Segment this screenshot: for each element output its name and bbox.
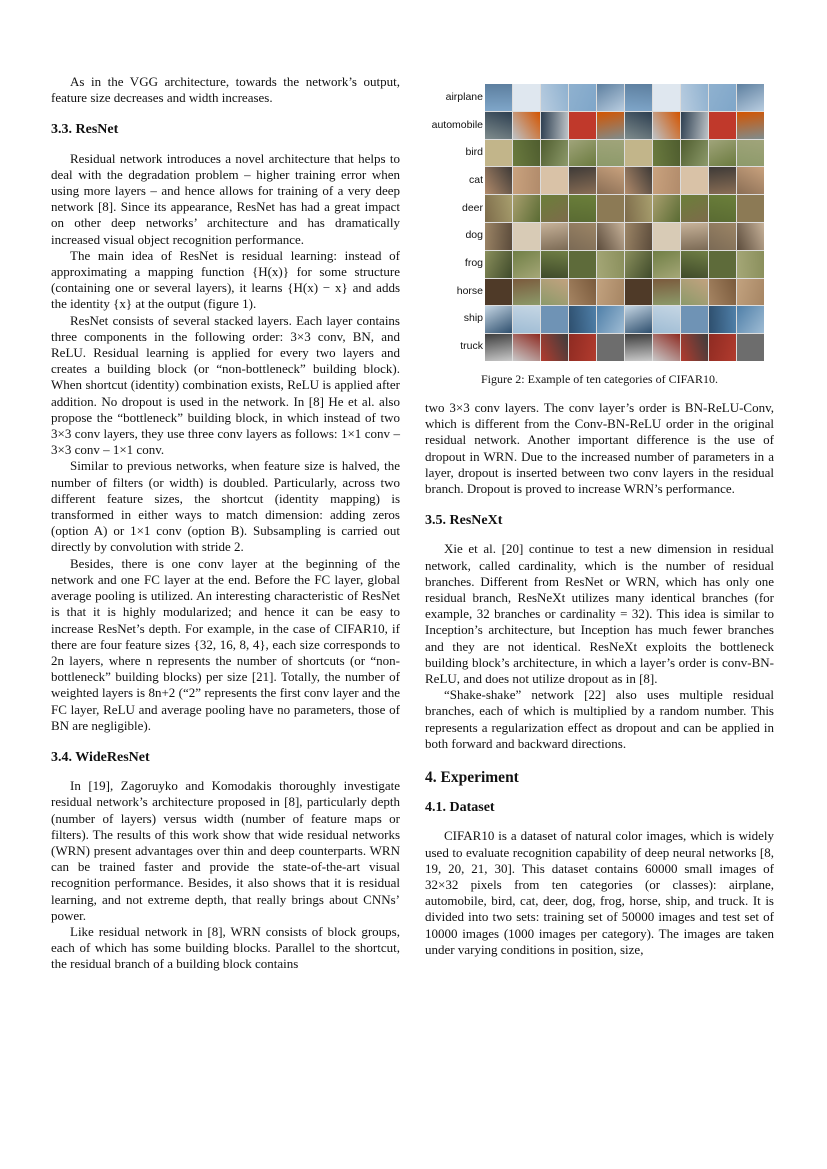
sample-image-tile xyxy=(653,306,680,333)
sample-image-tile xyxy=(541,112,568,139)
paragraph-resnet-5: Besides, there is one conv layer at the beginning of the network and one FC layer at the end. Before the FC layer, global average pooling is utilized. An interesting characteristic of ResNet is that it is highly modularized; and hence it can be easy to increase ResNet’s depth. For example, in the case of CIFAR10, if there are four feature sizes {32, 16, 8, 4}, each size corresponds to 2n layers, where n represents the number of shortcuts (or “non-bottleneck” building blocks) per size [21]. Totally, the number of weighted layers is 8n+2 (“2” represents the first conv layer and the FC layer, ReLU and average pooling have no parameters, those of BN are negligible). xyxy=(51,555,400,733)
figure-caption: Figure 2: Example of ten categories of CIFAR10. xyxy=(480,372,719,386)
sample-image-tile xyxy=(541,167,568,194)
paragraph-wrn-continued: two 3×3 conv layers. The conv layer’s order is BN-ReLU-Conv, which is different from the Conv-BN-ReLU order in the original residual network. Another important difference is the use of dropout in WRN. Due to the increased number of parameters in a layer, dropout is inserted between two conv layers in the residual branch. Dropout is proved to increase WRN’s performance. xyxy=(425,400,774,497)
paragraph-resnet-4: Similar to previous networks, when feature size is halved, the number of filters (or width) is doubled. Particularly, across two different feature sizes, the shortcut (identity mapping) is transformed in either ways to match dimension: adding zeros (option A) or 1×1 conv (option B). Subsampling is carried out directly by convolution with stride 2. xyxy=(51,458,400,555)
sample-image-tile xyxy=(653,140,680,167)
sample-image-tile xyxy=(513,112,540,139)
sample-image-tile xyxy=(709,251,736,278)
sample-image-tile xyxy=(681,306,708,333)
paragraph-dataset: CIFAR10 is a dataset of natural color images, which is widely used to evaluate recognition capability of deep neural networks [8, 19, 20, 21, 30]. This dataset contains 60000 small images of 32×32 pixels from ten categories (or classes): airplane, automobile, bird, cat, deer, dog, frog, horse, ship, and truck. It is divided into two sets: training set of 50000 images and test set of 10000 images (1000 images per category). The images are taken under varying conditions in position, size, xyxy=(425,828,774,957)
sample-image-tile xyxy=(513,223,540,250)
sample-image-tile xyxy=(625,279,652,306)
sample-image-tile xyxy=(681,112,708,139)
paragraph-resnet-3: ResNet consists of several stacked layers. Each layer contains three components in the following order: 3×3 conv, BN, and ReLU. Residual learning is applied for every two layers and creates a building block (or “non-bottleneck” building block). When shortcut (identity) combination exists, ReLU is applied after addition. No dropout is used in the network. In [8] He et al. also propose the “bottleneck” building block, in which instead of two 3×3 conv layers, they use three conv layers as follows: 1×1 conv – 3×3 conv – 1×1 conv. xyxy=(51,312,400,458)
sample-image-tile xyxy=(597,279,624,306)
sample-image-tile xyxy=(597,140,624,167)
sample-image-tile xyxy=(737,140,764,167)
sample-image-tile xyxy=(541,84,568,111)
sample-image-tile xyxy=(513,306,540,333)
paragraph-resnext-2: “Shake-shake” network [22] also uses multiple residual branches, each of which is multiplied by a random number. This represents a regularization effect as dropout and can be applied in both forward and backward directions. xyxy=(425,687,774,751)
category-label: bird xyxy=(465,146,483,159)
sample-image-tile xyxy=(681,167,708,194)
sample-image-tile xyxy=(653,167,680,194)
sample-image-tile xyxy=(597,306,624,333)
sample-image-tile xyxy=(709,223,736,250)
category-label: frog xyxy=(464,257,483,270)
sample-image-tile xyxy=(485,167,512,194)
category-label: truck xyxy=(460,340,483,353)
section-heading-dataset: 4.1. Dataset xyxy=(425,800,495,816)
sample-image-tile xyxy=(653,195,680,222)
right-column xyxy=(425,400,774,958)
paragraph-resnext-1: Xie et al. [20] continue to test a new dimension in residual network, called cardinality, which is the number of residual branches. Different from ResNet or WRN, which has only one residual branch, ResNeXt utilizes many identical branches (for example, 32 branches or cardinality = 32). This idea is similar to Inception’s architecture, but Inception has much fewer branches and they are not identical. ResNeXt exploits the bottleneck building block’s architecture, in which a layer’s order is conv-BN-ReLU, and does not utilize dropout as in [8]. xyxy=(425,541,774,687)
sample-image-tile xyxy=(737,167,764,194)
sample-image-tile xyxy=(485,223,512,250)
sample-image-tile xyxy=(597,112,624,139)
sample-image-tile xyxy=(513,334,540,361)
sample-image-tile xyxy=(541,223,568,250)
sample-image-tile xyxy=(597,223,624,250)
sample-image-tile xyxy=(737,251,764,278)
sample-image-tile xyxy=(709,84,736,111)
sample-image-tile xyxy=(513,279,540,306)
sample-image-tile xyxy=(569,279,596,306)
sample-image-tile xyxy=(653,112,680,139)
sample-image-tile xyxy=(569,195,596,222)
sample-image-tile xyxy=(709,140,736,167)
category-label: automobile xyxy=(431,118,483,131)
sample-image-tile xyxy=(709,112,736,139)
sample-image-tile xyxy=(569,334,596,361)
sample-image-tile xyxy=(709,306,736,333)
category-label: dog xyxy=(465,229,483,242)
sample-image-tile xyxy=(569,167,596,194)
sample-image-tile xyxy=(485,334,512,361)
paragraph-resnet-2: The main idea of ResNet is residual learning: instead of approximating a mapping function {H(x)} for some structure (containing one or several layers), it learns {H(x) − x} and adds the identity {x} at the output (figure 1). xyxy=(51,247,400,312)
sample-image-tile xyxy=(653,84,680,111)
paragraph-intro: As in the VGG architecture, towards the network’s output, feature size decreases and width increases. xyxy=(51,74,400,106)
sample-image-tile xyxy=(737,334,764,361)
sample-image-tile xyxy=(597,251,624,278)
figure-category-labels xyxy=(425,84,483,361)
category-label: airplane xyxy=(445,90,483,103)
section-heading-wideresnet: 3.4. WideResNet xyxy=(51,749,150,765)
section-heading-experiment: 4. Experiment xyxy=(425,769,519,787)
sample-image-tile xyxy=(681,279,708,306)
sample-image-tile xyxy=(541,334,568,361)
sample-image-tile xyxy=(569,140,596,167)
sample-image-tile xyxy=(597,84,624,111)
sample-image-tile xyxy=(681,334,708,361)
paragraph-wrn-2: Like residual network in [8], WRN consists of block groups, each of which has some building blocks. Parallel to the shortcut, the residual branch of a building block contains xyxy=(51,923,400,972)
sample-image-tile xyxy=(485,306,512,333)
sample-image-tile xyxy=(681,140,708,167)
sample-image-tile xyxy=(625,251,652,278)
sample-image-tile xyxy=(569,223,596,250)
sample-image-tile xyxy=(709,279,736,306)
sample-image-tile xyxy=(485,195,512,222)
sample-image-tile xyxy=(653,279,680,306)
sample-image-tile xyxy=(681,251,708,278)
sample-image-tile xyxy=(541,306,568,333)
sample-image-tile xyxy=(513,251,540,278)
sample-image-tile xyxy=(625,223,652,250)
sample-image-tile xyxy=(541,195,568,222)
sample-image-tile xyxy=(485,279,512,306)
sample-image-tile xyxy=(513,167,540,194)
sample-image-tile xyxy=(737,306,764,333)
category-label: horse xyxy=(456,284,483,297)
sample-image-tile xyxy=(709,334,736,361)
sample-image-tile xyxy=(653,251,680,278)
sample-image-tile xyxy=(485,140,512,167)
sample-image-tile xyxy=(485,84,512,111)
sample-image-tile xyxy=(597,334,624,361)
sample-image-tile xyxy=(737,279,764,306)
sample-image-tile xyxy=(513,195,540,222)
sample-image-tile xyxy=(625,140,652,167)
figure-image-grid xyxy=(485,84,764,361)
sample-image-tile xyxy=(625,306,652,333)
sample-image-tile xyxy=(737,223,764,250)
sample-image-tile xyxy=(541,140,568,167)
sample-image-tile xyxy=(541,279,568,306)
left-column xyxy=(51,74,400,973)
sample-image-tile xyxy=(625,84,652,111)
sample-image-tile xyxy=(625,334,652,361)
category-label: deer xyxy=(461,201,483,214)
sample-image-tile xyxy=(569,251,596,278)
category-label: ship xyxy=(463,312,483,325)
sample-image-tile xyxy=(597,195,624,222)
sample-image-tile xyxy=(625,167,652,194)
sample-image-tile xyxy=(709,167,736,194)
sample-image-tile xyxy=(485,251,512,278)
sample-image-tile xyxy=(541,251,568,278)
sample-image-tile xyxy=(681,84,708,111)
sample-image-tile xyxy=(625,195,652,222)
sample-image-tile xyxy=(569,112,596,139)
section-heading-resnet: 3.3. ResNet xyxy=(51,122,119,138)
sample-image-tile xyxy=(625,112,652,139)
sample-image-tile xyxy=(681,223,708,250)
sample-image-tile xyxy=(681,195,708,222)
sample-image-tile xyxy=(737,84,764,111)
sample-image-tile xyxy=(737,195,764,222)
sample-image-tile xyxy=(513,84,540,111)
paragraph-wrn-1: In [19], Zagoruyko and Komodakis thoroughly investigate residual network’s architecture proposed in [8], particularly depth (number of layers) versus width (number of feature maps or filters). The results of this work show that wide residual networks (WRN) present advantages over thin and deep counterparts. WRN can be trained faster and provide the state-of-the-art visual recognition performance. Besides, it also shows that it is residual learning, and not extreme depth, that really brings about CNNs’ power. xyxy=(51,778,400,923)
sample-image-tile xyxy=(597,167,624,194)
sample-image-tile xyxy=(485,112,512,139)
sample-image-tile xyxy=(653,223,680,250)
sample-image-tile xyxy=(513,140,540,167)
category-label: cat xyxy=(468,173,483,186)
sample-image-tile xyxy=(569,84,596,111)
paragraph-resnet-1: Residual network introduces a novel architecture that helps to deal with the degradation problem – higher training error when using more layers – and hence allows for training of a very deep network [8]. Since its appearance, ResNet has had a great impact on other deep networks’ architecture and has dramatically increased visual object recognition performance. xyxy=(51,150,400,247)
sample-image-tile xyxy=(709,195,736,222)
sample-image-tile xyxy=(569,306,596,333)
sample-image-tile xyxy=(737,112,764,139)
sample-image-tile xyxy=(653,334,680,361)
section-heading-resnext: 3.5. ResNeXt xyxy=(425,513,503,529)
